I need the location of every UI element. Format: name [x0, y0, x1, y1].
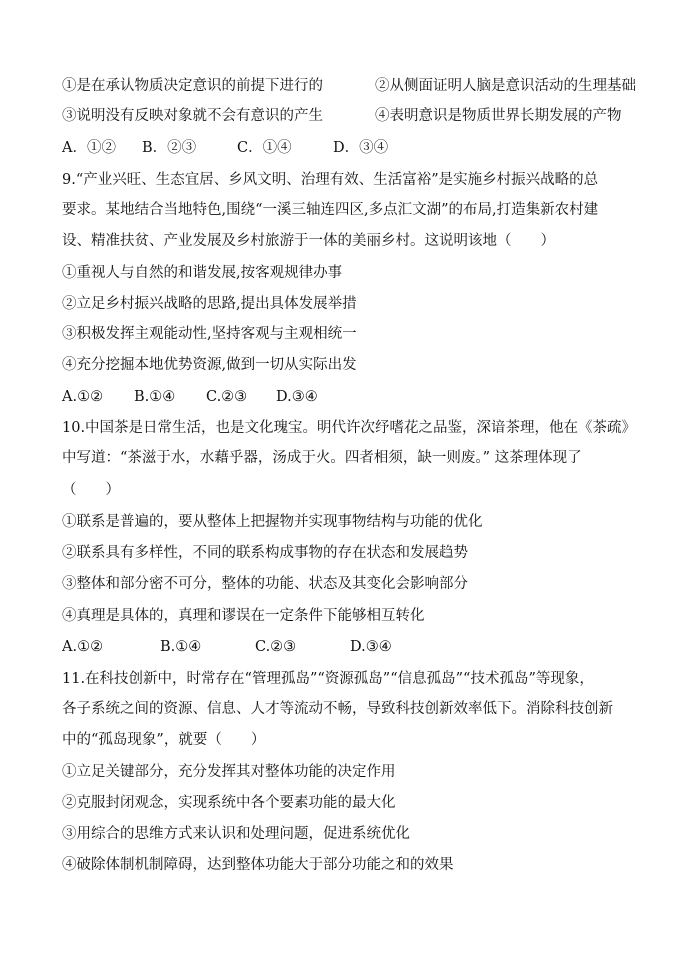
q8-choice-c: C．①④	[237, 140, 292, 156]
q10-choice-b: B.①④	[160, 639, 202, 655]
q8-choice-b: B．②③	[142, 140, 197, 156]
q10-stem-line-2: 中写道：“茶滋于水，水藉乎器，汤成于火。四者相须，缺一则废。” 这茶理体现了	[62, 450, 582, 466]
q11-stem-line-3: 中的“孤岛现象”，就要（ ）	[62, 732, 266, 748]
q10-choices	[62, 637, 662, 657]
q9-choice-d: D.③④	[276, 389, 318, 405]
q10-option-3: ③整体和部分密不可分，整体的功能、状态及其变化会影响部分	[62, 576, 468, 592]
q8-option-2: ②从侧面证明人脑是意识活动的生理基础	[375, 78, 636, 94]
q9-stem-line-1: 9.“产业兴旺、生态宜居、乡风文明、治理有效、生活富裕”是实施乡村振兴战略的总	[62, 172, 599, 188]
q8-options-row-2	[62, 106, 662, 126]
q10-stem-line-1: 10.中国茶是日常生活，也是文化瑰宝。明代许次纾嗜花之品鉴，深谙茶理，他在《茶疏》	[62, 420, 637, 436]
q9-option-3: ③积极发挥主观能动性,坚持客观与主观相统一	[62, 326, 357, 342]
q10-option-1: ①联系是普遍的，要从整体上把握物并实现事物结构与功能的优化	[62, 514, 483, 530]
q9-choices	[62, 387, 662, 407]
q9-choice-c: C.②③	[206, 389, 248, 405]
q11-option-2: ②克服封闭观念，实现系统中各个要素功能的最大化	[62, 795, 396, 811]
q9-choice-b: B.①④	[134, 389, 176, 405]
q10-choice-c: C.②③	[255, 639, 297, 655]
q9-choice-a: A.①②	[62, 389, 104, 405]
q9-stem-line-3: 设、精准扶贫、产业发展及乡村旅游于一体的美丽乡村。这说明该地（ ）	[62, 233, 555, 249]
q8-choices	[62, 138, 662, 158]
q11-option-3: ③用综合的思维方式来认识和处理问题，促进系统优化	[62, 826, 410, 842]
q8-option-4: ④表明意识是物质世界长期发展的产物	[375, 108, 622, 124]
q10-stem-line-3: （ ）	[62, 482, 120, 498]
q9-option-1: ①重视人与自然的和谐发展,按客观规律办事	[62, 265, 343, 281]
q9-option-4: ④充分挖掘本地优势资源,做到一切从实际出发	[62, 357, 357, 373]
q11-option-1: ①立足关键部分，充分发挥其对整体功能的决定作用	[62, 764, 396, 780]
q10-choice-a: A.①②	[62, 639, 104, 655]
q8-choice-d: D．③④	[333, 140, 389, 156]
q11-stem-line-2: 各子系统之间的资源、信息、人才等流动不畅，导致科技创新效率低下。消除科技创新	[62, 701, 613, 717]
q10-option-2: ②联系具有多样性，不同的联系构成事物的存在状态和发展趋势	[62, 545, 468, 561]
q9-option-2: ②立足乡村振兴战略的思路,提出具体发展举措	[62, 296, 357, 312]
q10-option-4: ④真理是具体的，真理和谬误在一定条件下能够相互转化	[62, 608, 425, 624]
q11-stem-line-1: 11.在科技创新中，时常存在“管理孤岛”“资源孤岛”“信息孤岛”“技术孤岛”等现象，	[62, 671, 594, 687]
q8-option-3: ③说明没有反映对象就不会有意识的产生	[62, 108, 323, 124]
q8-options-row-1	[62, 76, 662, 96]
q8-choice-a: A．①②	[62, 140, 116, 156]
q9-stem-line-2: 要求。某地结合当地特色,围绕“一溪三轴连四区,多点汇文湖”的布局,打造集新农村建	[62, 202, 599, 218]
q10-choice-d: D.③④	[350, 639, 392, 655]
q11-option-4: ④破除体制机制障碍，达到整体功能大于部分功能之和的效果	[62, 857, 454, 873]
q8-option-1: ①是在承认物质决定意识的前提下进行的	[62, 78, 323, 94]
